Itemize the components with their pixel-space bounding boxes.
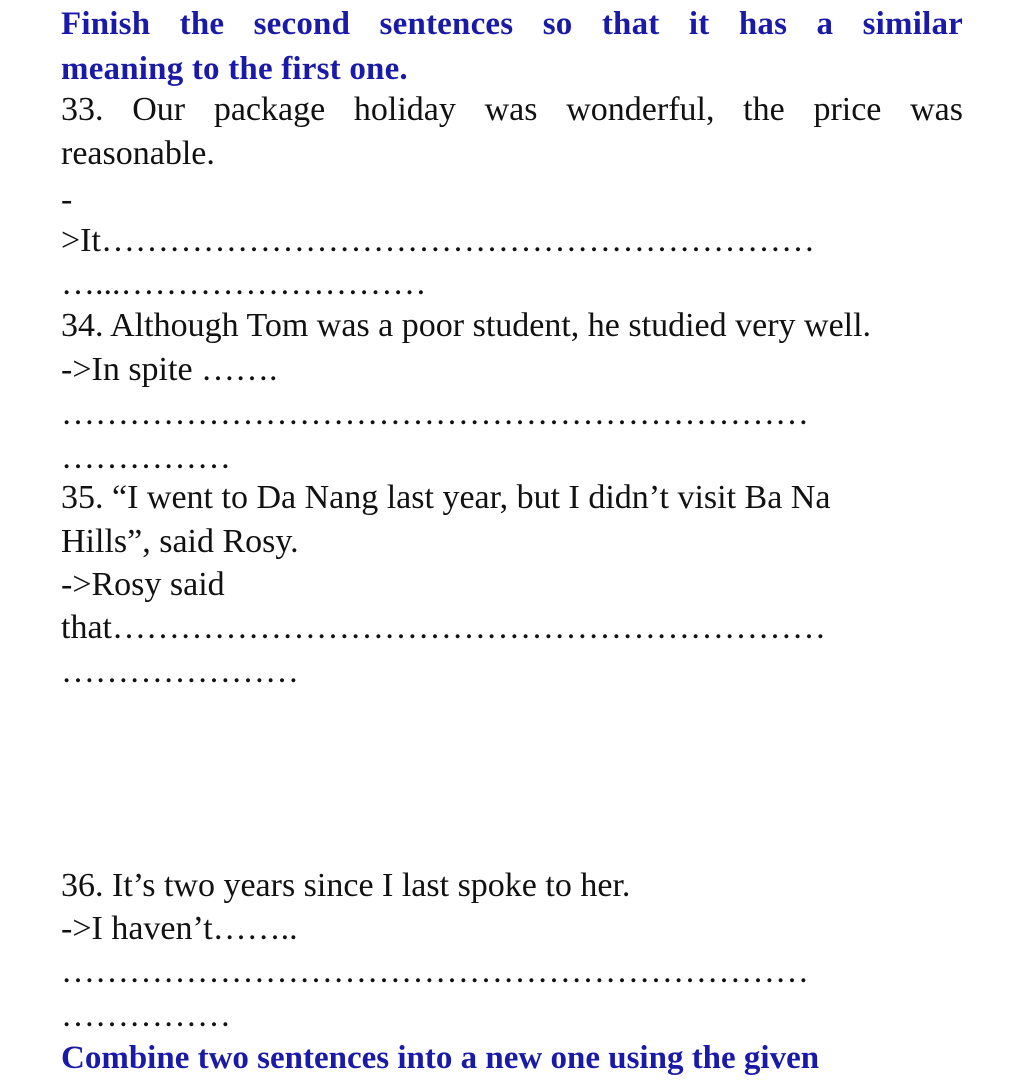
- q36-answer-line-1: …………………………………………………………: [61, 953, 809, 990]
- instruction-line-2: meaning to the first one.: [61, 51, 408, 87]
- q34-answer-line-2: ……………: [61, 439, 231, 476]
- q33-answer-line-1: >It………………………………………………………: [61, 222, 815, 259]
- q35-starter: ->Rosy said: [61, 566, 225, 603]
- q36-starter: ->I haven’t……..: [61, 910, 298, 947]
- next-section-heading: Combine two sentences into a new one using the given: [61, 1040, 820, 1076]
- q36-answer-line-2: ……………: [61, 997, 231, 1034]
- q33-dash: -: [61, 181, 73, 218]
- q34-answer-line-1: …………………………………………………………: [61, 395, 809, 432]
- q33-answer-line-2: …...………………………: [61, 265, 427, 302]
- q36-prompt: 36. It’s two years since I last spoke to her.: [61, 867, 631, 904]
- instruction-line-1: Finish the second sentences so that it has a similar: [61, 6, 963, 42]
- q35-prompt-line-2: Hills”, said Rosy.: [61, 523, 299, 560]
- q33-prompt-line-2: reasonable.: [61, 135, 215, 172]
- q35-answer-line-2: …………………: [61, 653, 299, 690]
- q35-prompt-line-1: 35. “I went to Da Nang last year, but I didn’t visit Ba Na: [61, 479, 831, 516]
- q34-prompt: 34. Although Tom was a poor student, he studied very well.: [61, 307, 872, 344]
- q35-answer-line-1: that………………………………………………………: [61, 609, 826, 646]
- q33-prompt-line-1: 33. Our package holiday was wonderful, the price was: [61, 91, 963, 128]
- q34-starter: ->In spite …….: [61, 351, 278, 388]
